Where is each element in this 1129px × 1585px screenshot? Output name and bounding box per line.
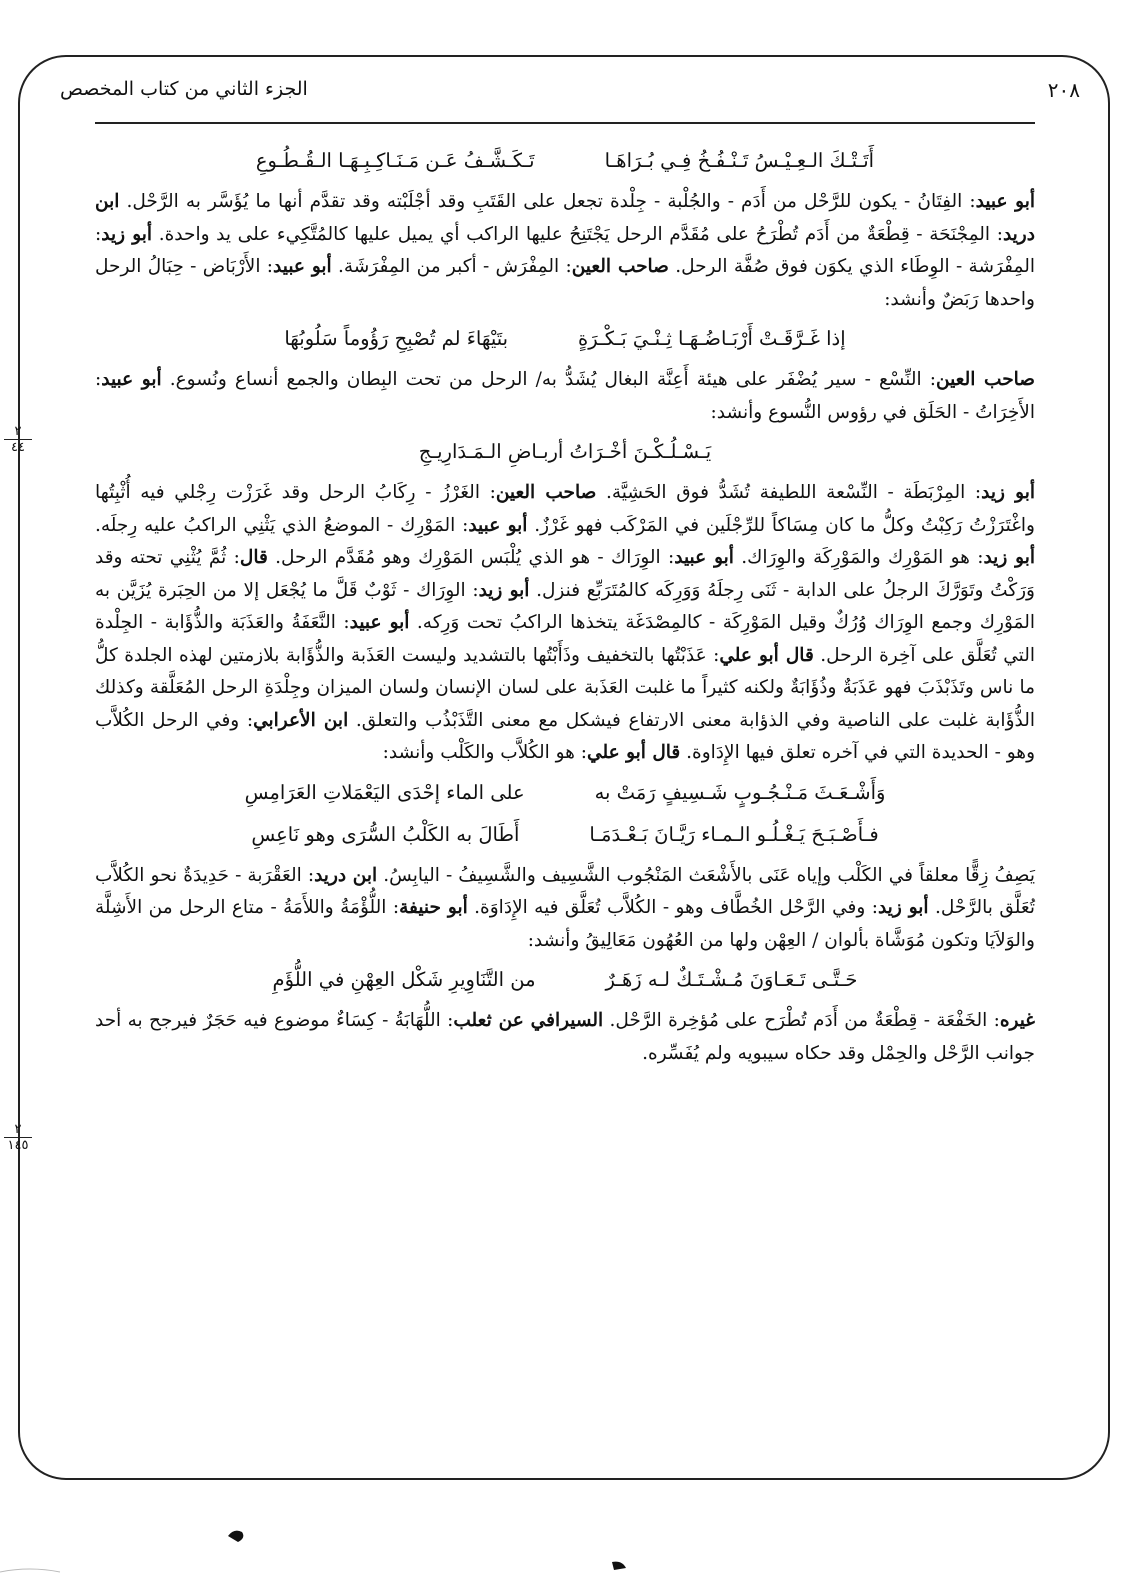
prose-paragraph <box>95 186 1035 316</box>
prose-paragraph <box>95 477 1035 770</box>
cited-authority: أبو زيد <box>983 547 1036 568</box>
text-run: : الفِتَانُ - يكون للرَّحْل من أَدَم - والجُلْبة - جِلْدة تجعل على القَتَبِ وقد أجْلَبْته وقد تقدَّم أنها ما يُؤَسَّر به الرَّحْل. <box>119 191 976 212</box>
verse-hemistich: حَـتَّـى تَـعَـاوَنَ مُـشْـتَـكٌ لـه زَهَـرٌ <box>605 968 858 991</box>
verse-hemistich: وَأَشْـعَـثَ مَـنْـجُـوبٍ شَـسِيفٍ رَمَتْ به <box>594 780 886 804</box>
verse-hemistich: بتَيْهَاءَ لم تُصْبِحِ رَؤُوماً سَلُوبُهَا <box>284 327 509 350</box>
margin-folio-number: ٢ <box>4 425 32 440</box>
cited-authority: أبو عبيد <box>468 514 528 536</box>
page-number: ٢٠٨ <box>1047 78 1080 102</box>
text-run: : اللُّهَابَةُ - كِسَاءٌ موضوع فيه حَجَرٌ فيرجح به أحد جوانب الرَّحْل والحِمْل وقد حكاه سيبويه ولم يُفَسِّره. <box>95 1010 1035 1064</box>
text-run: : النِّسْع - سير يُضْفَر على هيئة أَعِنَّة البغال يُشَدُّ به/ الرحل من تحت البِطان والجمع أنساع ونُسوع. <box>161 369 937 390</box>
verse-hemistich: تَـكَـشَّـفُ عَـن مَـنَـاكِـبِـهَـا الـقُـطُـوعِ <box>255 149 535 172</box>
cited-authority: صاحب العين <box>495 482 597 503</box>
text-run: : المِفْرَش - أكبر من المِفْرَشَة. <box>331 256 572 277</box>
header-rule <box>95 122 1035 124</box>
text-run: : وفي الرحل الكُلاَّب وهو - الحديدة التي في آخره تعلق فيها الإِدَاوة. <box>95 709 1035 763</box>
cited-authority: أبو حنيفة <box>399 897 468 918</box>
cited-authority: صاحب العين <box>571 256 669 277</box>
text-run: : الغَرْزُ - رِكَابُ الرحل وقد غَرَزْت رِجْلي فيه أُثْبِتُها واغْتَرَزْتُ رَكِبْتُ وكلُّ ما كان مِسَاكاً للرِّجْلَين في المَرْكَب فهو غَرْزٌ. <box>95 482 1035 536</box>
cited-authority: أبو عبيد <box>349 612 410 633</box>
verse-line <box>95 963 1035 997</box>
cited-authority: قال <box>239 547 268 568</box>
text-run: : الوِرَاك - هو الذي يُلْبَس المَوْرِك وهو مُقَدَّم الرحل. <box>267 547 675 568</box>
text-run: : الوِرَاك - ثَوْبٌ قَلَّ ما يُجْعَل إلا من الحِبَرة يُزَيَّن به المَوْرِك وجمع الوِرَاك وُرُكٌ وقيل المَوْرِكَة - كالمِصْدَغَة يتخذها الراكبُ تحت وَرِكه. <box>95 579 1036 633</box>
text-run: : اللُّؤْمَةُ واللأَمَةُ - متاع الرحل من الأَشِلَّة والوَلاَيَا وتكون مُوَشَّاة بألوان / العِهْن ولها من العُهُون مَعَالِيقُ وأنشد: <box>95 897 1035 951</box>
margin-folio-page: ١٤٥ <box>7 1138 29 1153</box>
cited-authority: قال أبو علي <box>719 644 814 666</box>
verse-hemistich: إذا غَـرَّقَـتْ أَرْبَـاضُـهَـا ثِـنْـيَ بَـكْـرَةٍ <box>578 327 846 350</box>
text-run: : المِرْبَطَة - النِّسْعة اللطيفة تُشَدُّ فوق الحَشِيَّة. <box>596 482 982 503</box>
prose-paragraph <box>95 1005 1035 1070</box>
cited-authority: ابن دريد <box>95 191 1035 245</box>
verse-hemistich: على الماء إحْدَى اليَعْمَلاتِ العَرَامِسِ <box>244 780 525 804</box>
cited-authority: أبو زيد <box>877 897 929 918</box>
text-run: : الخَفْعَة - قِطْعَةٌ من أَدَم تُطْرَح على مُؤخِرة الرَّحْل. <box>603 1010 1000 1031</box>
cited-authority: أبو عبيد <box>975 191 1035 212</box>
cited-authority: غيره <box>999 1010 1035 1031</box>
text-run: : النَّعَفَةُ والعَذَبَة والذُّؤَابة - الجِلْدة التي تُعَلَّق على آخِرة الرحل. <box>95 612 1036 666</box>
margin-folio-number: ٢ <box>4 1123 32 1138</box>
verse-hemistich: فـأَصْـبَـحَ يَـغْـلُـو الـمـاء رَيَّـانَ بَـعْـدَمَـا <box>589 822 879 846</box>
text-run: : المِجْنَحَة - قِطْعَةٌ من أَدَم تُطْرَحُ على مُقَدَّم الرحل يَجْتَنِحُ عليها الراكب أي يميل عليها كالمُتَّكِيء على يد واحدة. <box>152 223 1003 245</box>
text-run: : عَذَبْتُها بالتخفيف وذَأَبْتُها بالتشديد وليست العَذَبة والذُّؤَابة بلازمتين لهذه الجلدة كلُّ ما ناس وتَذَبْذَبَ فهو عَذَبَةٌ وذُؤَابَةٌ ولكنه كثيراً ما غلبت العَذَبة على لسان الإنسان ولسان الميزان وجِلْدَةِ الرحل المُعَلَّقة وكذلك الذُّؤَابة غلبت على الناصية وفي الذؤابة معنى الارتفاع فيشكل مع معنى التَّذَبْذُب والتعلق. <box>95 644 1035 731</box>
text-run: : ثُمَّ يُثْنِي تحته وقد وَرَكْتُ وتَوَرَّكَ الرجلُ على الدابة - ثَنَى رِجلَهُ وَوَرِكَه كالمُتَرَبِّع فنزل. <box>95 547 1035 601</box>
page-header <box>60 78 1080 116</box>
text-run: : هو الكُلاَّب والكَلْب وأنشد: <box>382 742 588 763</box>
cited-authority: أبو زيد <box>478 579 530 601</box>
text-run: : هو المَوْرِك والمَوْرِكَة والوِرَاك. <box>733 547 984 568</box>
prose-paragraph <box>95 364 1035 429</box>
cited-authority: أبو زيد <box>981 482 1035 503</box>
cited-authority: ابن الأعرابي <box>253 709 349 731</box>
verse-line <box>95 776 1035 810</box>
text-run: : المَوْرِك - الموضعُ الذي يَثْنِي الراكبُ عليه رِجلَه. <box>95 514 469 536</box>
cited-authority: أبو عبيد <box>101 369 162 390</box>
verse-line <box>95 322 1035 356</box>
cited-authority: صاحب العين <box>936 369 1035 390</box>
verse-line <box>95 818 1035 852</box>
verse-hemistich: من التَّنَاوِيرِ شَكْل العِهْنِ في اللُّؤَمِ <box>272 968 536 991</box>
text-run: : العَقْرَبة - حَدِيدَةٌ نحو الكُلاَّب تُعَلَّق بالرَّحْل. <box>95 864 1035 918</box>
text-run: : الأَرْبَاض - حِبَالُ الرحل واحدها رَبَضٌ وأنشد: <box>95 256 1035 310</box>
cited-authority: ابن دريد <box>314 864 378 886</box>
text-run: يَصِفُ زِقًّا معلقاً في الكَلْب وإياه عَنَى بالأَشْعَث المَنْجُوب الشَّسِيف والشَّسِيفُ - اليابِسُ. <box>377 864 1035 886</box>
cited-authority: السيرافي عن ثعلب <box>453 1010 604 1031</box>
page-body <box>95 138 1035 1074</box>
cited-authority: أبو عبيد <box>273 256 332 277</box>
scan-specks <box>0 1500 1129 1585</box>
text-run: : المِفْرَشة - الوِطَاء الذي يكوَن فوق صُفَّة الرحل. <box>95 223 1035 277</box>
verse-line <box>95 435 1035 469</box>
margin-folio-note <box>4 1123 32 1152</box>
verse-hemistich: أَتَـتْـكَ الـعِـيْـسُ تَـنْـفُـخُ فِـي بُـرَاهَـا <box>604 149 875 172</box>
prose-paragraph <box>95 860 1035 958</box>
margin-folio-note <box>4 425 32 454</box>
cited-authority: أبو زيد <box>101 223 153 245</box>
margin-folio-page: ٤٤ <box>11 440 25 455</box>
cited-authority: قال أبو علي <box>587 742 681 763</box>
text-run: : الأَخِرَاتُ - الحَلَق في رؤوس النُّسوع وأنشد: <box>95 369 1035 423</box>
text-run: : وفي الرَّحْل الخُطَّاف وهو - الكُلاَّب تُعَلَّق فيه الإِدَاوَة. <box>467 897 878 918</box>
running-title: الجزء الثاني من كتاب المخصص <box>60 78 308 100</box>
verse-line <box>95 144 1035 178</box>
verse-hemistich: يَـسْـلُـكْـنَ أخْـرَاتُ أربـاضِ الـمَـدَارِيـجِ <box>418 440 712 463</box>
cited-authority: أبو عبيد <box>674 547 734 568</box>
verse-hemistich: أَطَالَ به الكَلْبُ السُّرَى وهو نَاعِسِ <box>251 822 520 846</box>
